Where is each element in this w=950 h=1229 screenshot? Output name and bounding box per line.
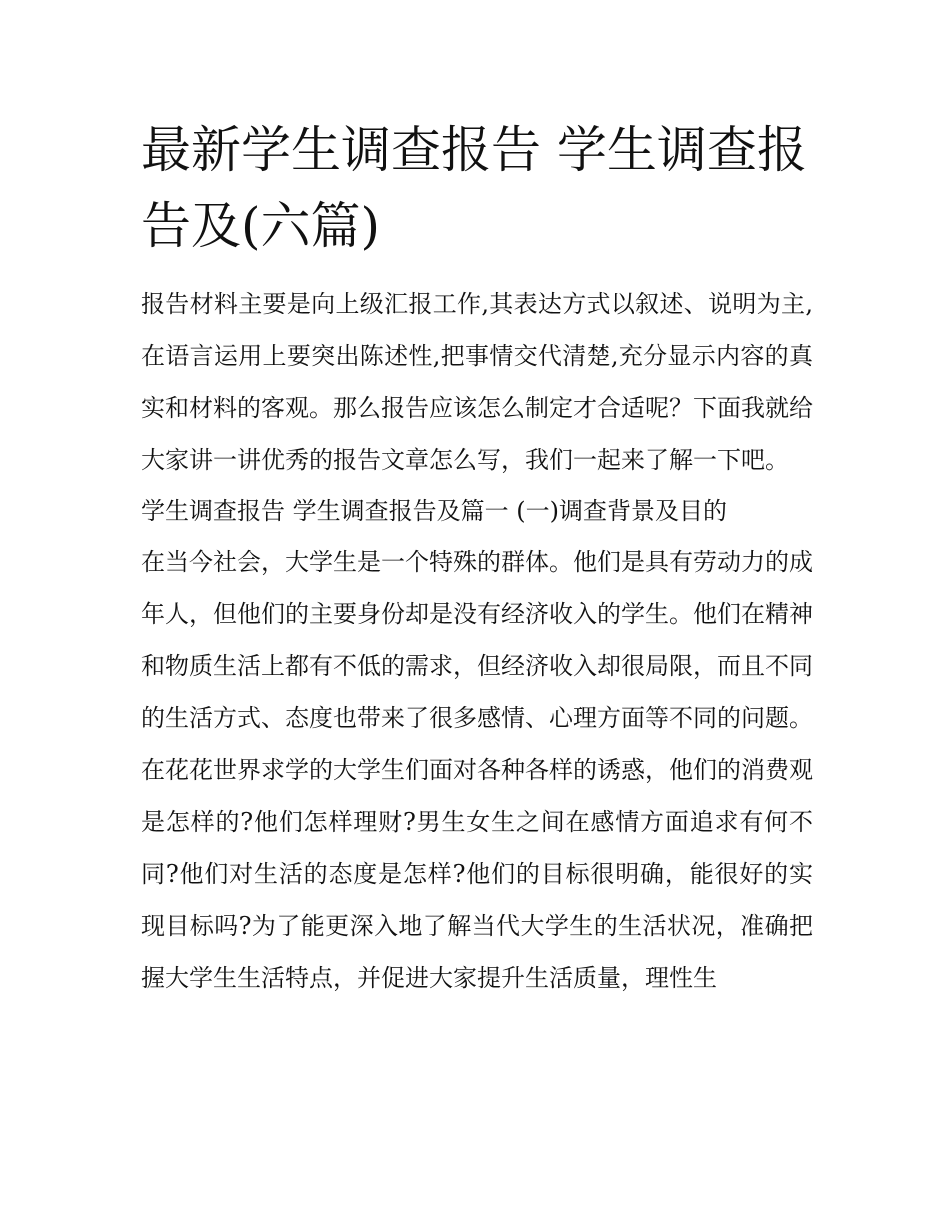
intro-paragraph: 报告材料主要是向上级汇报工作,其表达方式以叙述、说明为主,在语言运用上要突出陈述性,把事情交代清楚,充分显示内容的真实和材料的客观。那么报告应该怎么制定才合适呢？下面我就给大家讲一讲优秀的报告文章怎么写，我们一起来了解一下吧。 xyxy=(141,290,813,474)
body-paragraph: 在花花世界求学的大学生们面对各种各样的诱惑，他们的消费观是怎样的?他们怎样理财?男生女生之间在感情方面追求有何不同?他们对生活的态度是怎样?他们的目标很明确，能很好的实现目标吗?为了能更深入地了解当代大学生的生活状况，准确把握大学生生活特点，并促进大家提升生活质量，理性生 xyxy=(141,756,813,992)
document-page xyxy=(141,112,813,1004)
document-title: 最新学生调查报告 学生调查报告及(六篇) xyxy=(141,121,807,255)
section-heading: 学生调查报告 学生调查报告及篇一 (一)调查背景及目的 xyxy=(141,497,727,525)
body-paragraph: 在当今社会，大学生是一个特殊的群体。他们是具有劳动力的成年人，但他们的主要身份却是没有经济收入的学生。他们在精神和物质生活上都有不低的需求，但经济收入却很局限，而且不同的生活方式、态度也带来了很多感情、心理方面等不同的问题。 xyxy=(141,548,813,732)
